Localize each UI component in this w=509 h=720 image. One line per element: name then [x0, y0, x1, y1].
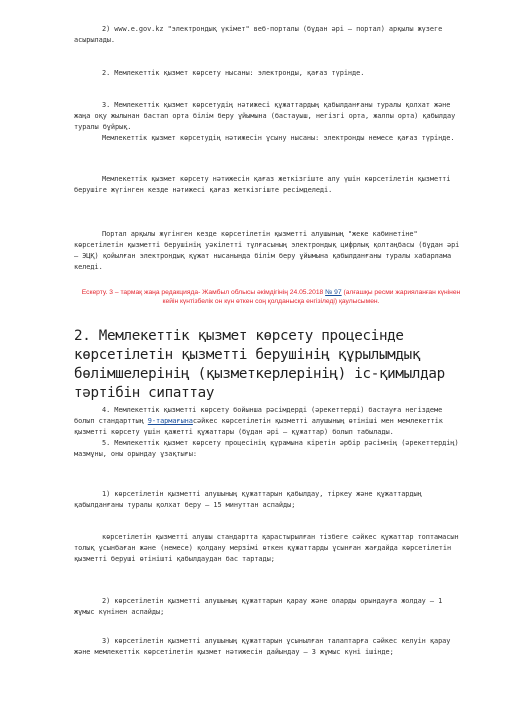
amendment-note — [74, 288, 468, 306]
paragraph-service-result: 3. Мемлекеттік қызмет көрсетудің нәтижесі құжаттардың қабылданғаны туралы қолхат және жаңа оқу жылынан бастап орта білім беру ұйымына (бастауыш, негізгі орта, жалпы орта) қабылдау туралы бұйрық. — [74, 101, 456, 131]
paragraph-basis — [74, 405, 464, 438]
resolution-link[interactable]: № 97 — [325, 289, 342, 296]
basis-text-before: 4. Мемлекеттік қызметті көрсету бойынша рәсімдерді (әрекеттерді) бастауға негіздеме болып стандарттың — [74, 406, 443, 425]
paragraph-refusal: көрсетілетін қызметті алушы стандартта қарастырылған тізбеге сәйкес құжаттар топтамасын толық ұсынбаған және (немесе) қолдану мерзімі өткен құжаттарды ұсынған жағдайда көрсетілетін қызметті беруші өтінішті қабылдаудан бас тартады; — [74, 533, 459, 563]
note-text-before: Ескерту. 3 – тармақ жаңа редакцияда- Жамбыл облысы әкімдігінің 24.05.2018 — [81, 289, 326, 296]
paragraph-portal: 2) www.e.gov.kz "электрондық үкімет" веб-порталы (бұдан әрі – портал) арқылы жүзеге асырылады. — [74, 25, 443, 44]
paragraph-paper-result: Мемлекеттік қызмет көрсету нәтижесін қағаз жеткізгіште алу үшін көрсетілетін қызметті берушіге жүгінген кезде нәтижесі қағаз жеткізгіште ресімделеді. — [74, 175, 451, 194]
note-text-after: (алғашқы ресми жарияланған күнінен кейін күнтізбелік он күн өткен соң қолданысқа енгізіледі) қаулысымен. — [162, 289, 461, 305]
paragraph-step-2: 2) көрсетілетін қызметті алушының құжаттарын қарау және оларды орындауға жолдау – 1 жұмыс күнінен аспайды; — [74, 597, 443, 616]
basis-text-after: сәйкес көрсетілетін қызметті алушының өтініші мен мемлекеттік қызметті көрсету үшін қажетті құжаттары (бұдан әрі – құжаттар) болып табылады. — [74, 417, 443, 436]
paragraph-step-3: 3) көрсетілетін қызметті алушының құжаттарын ұсынылған талаптарға сәйкес келуін қарау және мемлекеттік көрсетілетін қызмет нәтижесін дайындау – 3 жұмыс күні ішінде; — [74, 637, 451, 656]
paragraph-step-1: 1) көрсетілетін қызметті алушының құжаттарын қабылдау, тіркеу және құжаттардың қабылданғаны туралы қолхат беру – 15 минуттан аспайды; — [74, 490, 422, 509]
paragraph-portal-result: Портал арқылы жүгінген кезде көрсетілетін қызметті алушының "жеке кабинетіне" көрсетілетін қызметті берушінің уәкілетті тұлғасының электрондық цифрлық қолтаңбасы (бұдан әрі – ЭЦҚ) қойылған электрондық құжат нысанында білім беру ұйымына қабылданғаны туралы хабарлама келеді. — [74, 230, 460, 271]
standard-clause-link[interactable]: 9-тармағына — [147, 417, 193, 425]
section-heading: 2. Мемлекеттік қызмет көрсету процесінде көрсетілетін қызметті берушінің құрылымдық бөлімшелерінің (қызметкерлерінің) іс-қимылдар тәртібін сипаттау — [74, 328, 445, 401]
paragraph-service-form: 2. Мемлекеттік қызмет көрсету нысаны: электронды, қағаз түрінде. — [102, 69, 365, 77]
paragraph-result-form: Мемлекеттік қызмет көрсетудің нәтижесін ұсыну нысаны: электронды немесе қағаз түрінде. — [102, 134, 455, 142]
paragraph-procedure: 5. Мемлекеттік қызмет көрсету процесінің құрамына кіретін әрбір рәсімнің (әрекеттердің) мазмұны, оны орындау ұзақтығы: — [74, 439, 459, 458]
